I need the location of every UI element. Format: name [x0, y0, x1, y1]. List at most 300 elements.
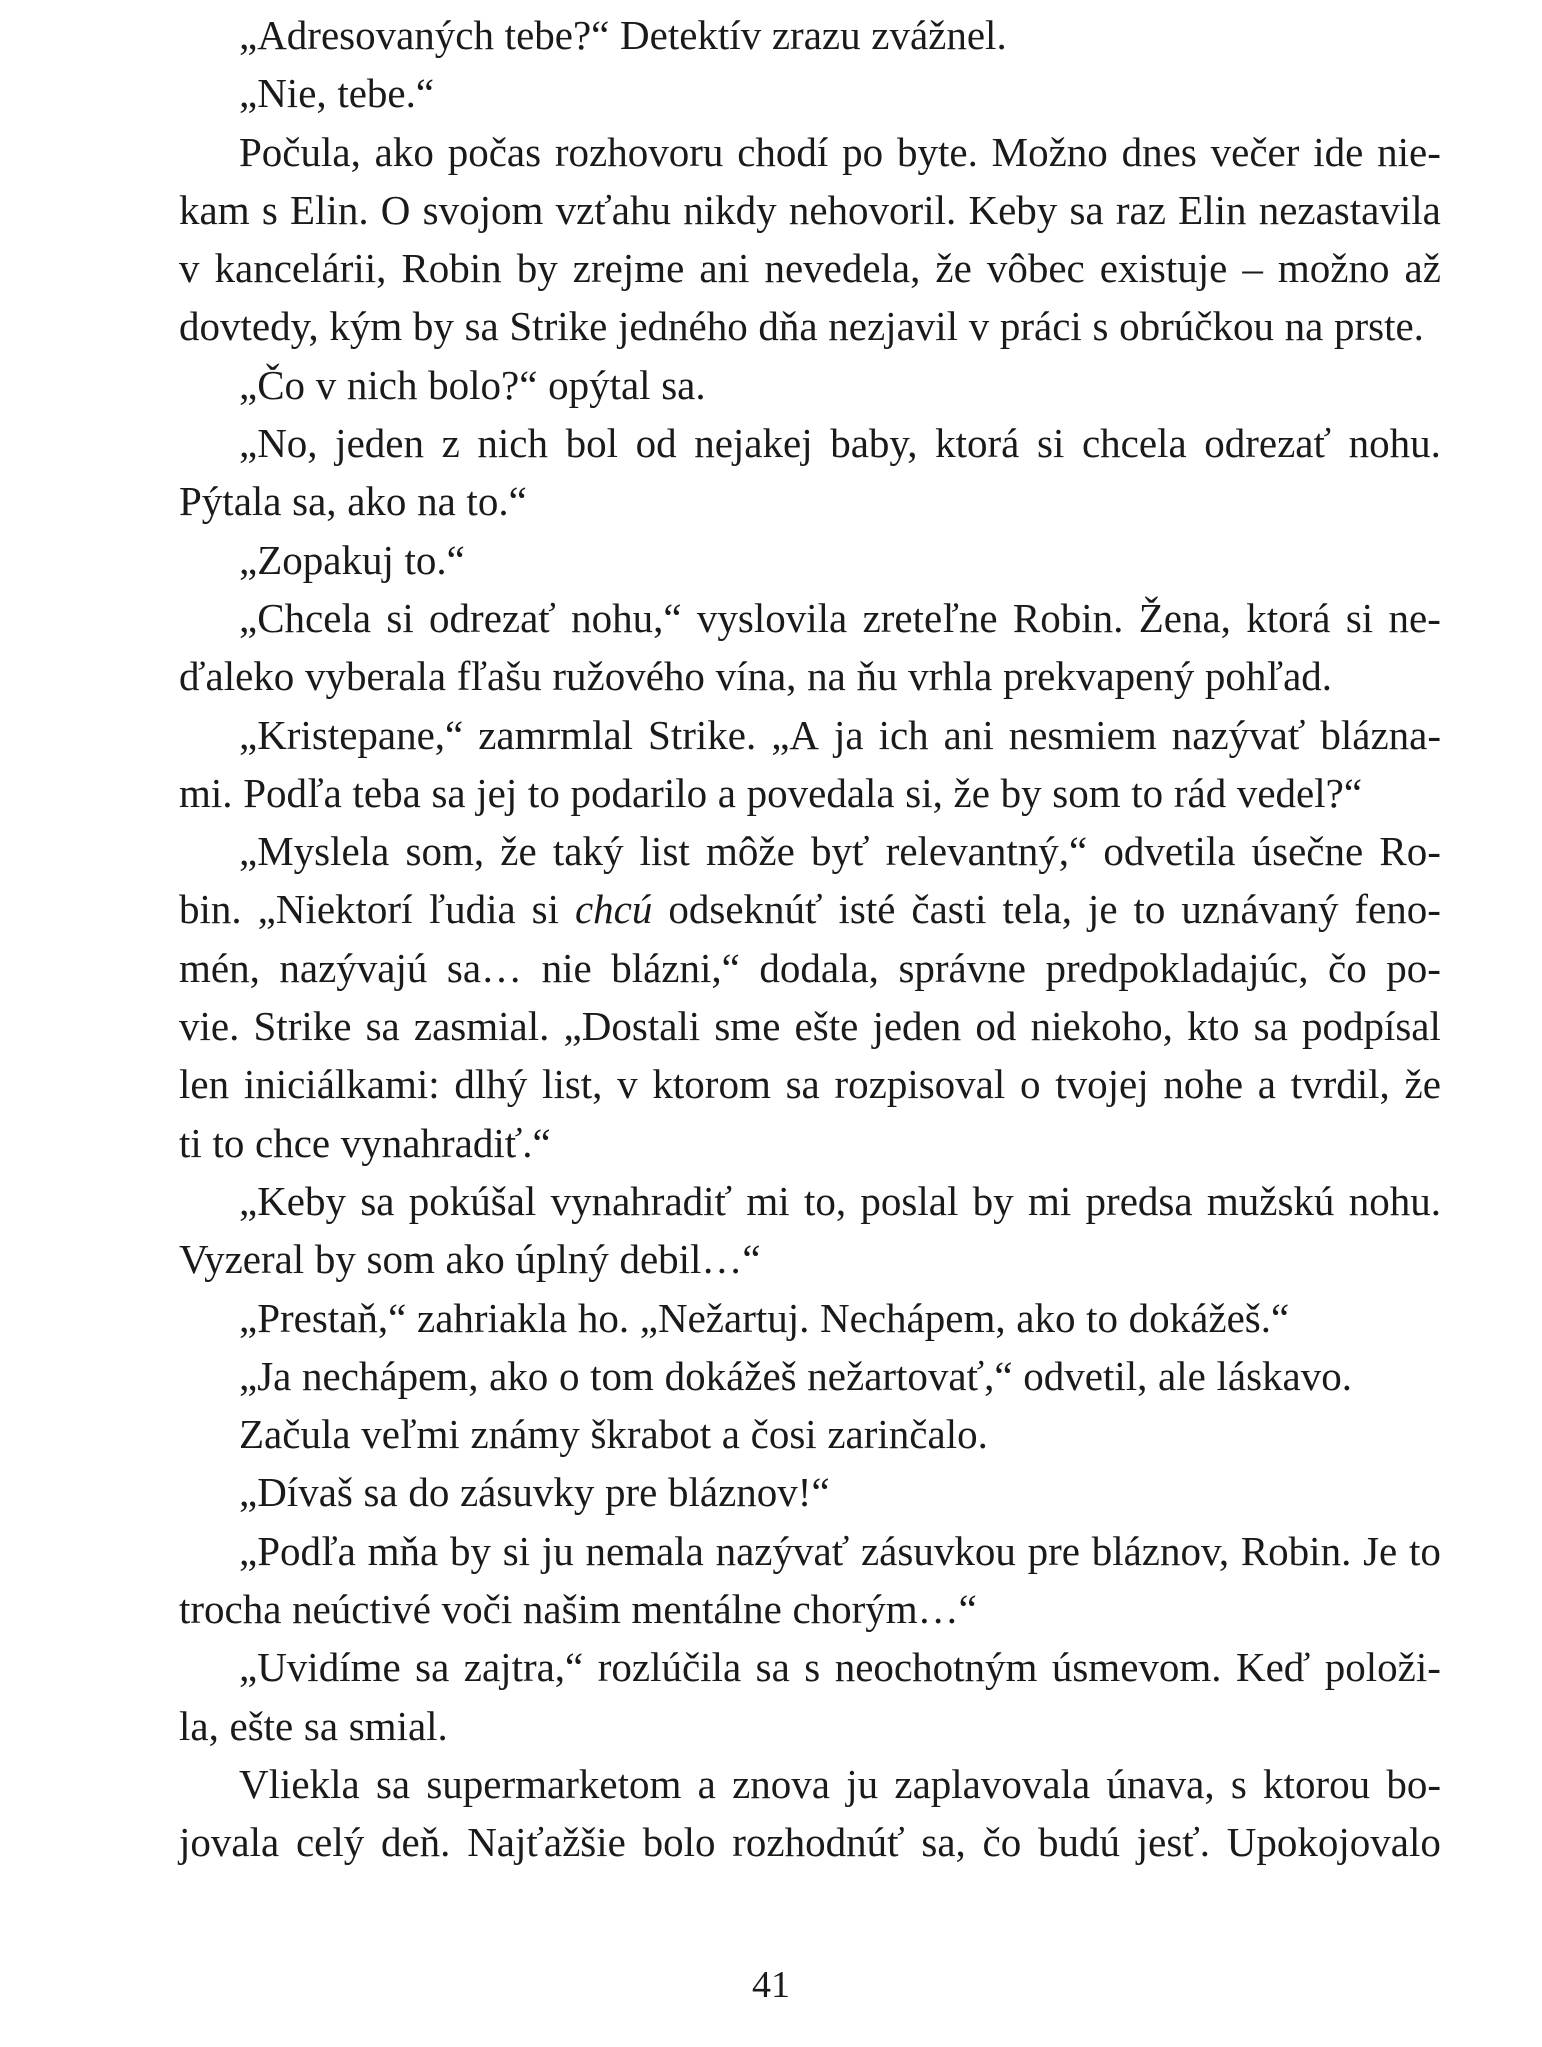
- word: len: [179, 1061, 230, 1108]
- word: prste.: [1333, 303, 1424, 350]
- word: ktorá: [935, 420, 1020, 467]
- text-line: [179, 1230, 1441, 1288]
- word: celý: [295, 1819, 365, 1866]
- word: Počula,: [239, 128, 361, 175]
- word: na: [417, 478, 456, 525]
- word: nohu,“: [571, 594, 682, 641]
- word: povedala: [746, 769, 895, 816]
- word: som: [1052, 769, 1121, 816]
- word: smial.: [348, 1702, 448, 1749]
- word: nazývajú: [279, 944, 428, 991]
- word: nazývať: [715, 1527, 850, 1574]
- text-line: [179, 1697, 1441, 1755]
- word: Strike: [509, 303, 608, 350]
- word: zaplavovala: [894, 1760, 1091, 1807]
- word: rád: [1173, 769, 1227, 816]
- word: sa: [365, 1003, 400, 1050]
- word: by: [412, 303, 454, 350]
- word: že: [953, 769, 990, 816]
- word: a: [717, 769, 736, 816]
- word: zamrmlal: [478, 711, 634, 758]
- word: láskavo.: [1216, 1352, 1352, 1399]
- word: ju: [846, 1760, 879, 1807]
- word: kým: [329, 303, 403, 350]
- word: Pýtala: [179, 478, 282, 525]
- word: „Keby: [239, 1177, 347, 1224]
- word: sa: [360, 1177, 395, 1224]
- word: „Myslela: [239, 828, 390, 875]
- word: pre: [605, 1469, 658, 1516]
- word: to: [1133, 886, 1166, 933]
- word: to: [1086, 1294, 1119, 1341]
- word: zahriakla: [417, 1294, 568, 1341]
- word: Ro-: [1379, 828, 1441, 875]
- word: ide: [1313, 128, 1364, 175]
- word: dnes: [1121, 128, 1197, 175]
- word: rozhodnúť: [732, 1819, 905, 1866]
- paragraph: [179, 1289, 1441, 1347]
- word: rozhovoru: [554, 128, 724, 175]
- word: „No,: [239, 420, 318, 467]
- text-line: [179, 647, 1441, 705]
- word: bolo: [642, 1819, 716, 1866]
- text-line: [179, 181, 1441, 239]
- word: prekvapený: [1003, 653, 1195, 700]
- word: s: [804, 1644, 821, 1691]
- word: ju: [541, 1527, 574, 1574]
- word: ako: [489, 1352, 549, 1399]
- word: nehovoril.: [788, 186, 957, 233]
- word: zrejme: [572, 245, 685, 292]
- word: nie: [541, 944, 592, 991]
- word: nejakej: [694, 420, 813, 467]
- word: po-: [1386, 944, 1441, 991]
- word: vrhla: [908, 653, 993, 700]
- word: po: [842, 128, 884, 175]
- text-line: [179, 1580, 1441, 1638]
- word: uznávaný: [1181, 886, 1339, 933]
- word: nie-: [1377, 128, 1441, 175]
- word: jovala: [179, 1819, 280, 1866]
- text-line: [179, 939, 1441, 997]
- word: rozpisoval: [834, 1061, 1006, 1108]
- word: mňa: [367, 1527, 439, 1574]
- word: sa: [785, 1061, 820, 1108]
- word: ktorou: [1263, 1760, 1371, 1807]
- word: zajtra,“: [463, 1644, 584, 1691]
- word: sa…: [446, 944, 523, 991]
- word: Vliekla: [239, 1760, 360, 1807]
- word: mentálne: [631, 1586, 782, 1633]
- word: chcú: [574, 886, 653, 933]
- paragraph: [179, 6, 1441, 64]
- text-line: [179, 123, 1441, 181]
- word: o: [1020, 1061, 1041, 1108]
- word: vôbec: [986, 245, 1085, 292]
- word: Elin: [1178, 186, 1247, 233]
- word: byte.: [896, 128, 978, 175]
- word: mén,: [179, 944, 260, 991]
- word: odrezať: [429, 594, 556, 641]
- word: položi-: [1324, 1644, 1441, 1691]
- text-line: [179, 1755, 1441, 1813]
- word: rozlúčila: [597, 1644, 742, 1691]
- word: nevedela,: [764, 245, 921, 292]
- text-line: [179, 1638, 1441, 1696]
- text-line: [179, 589, 1441, 647]
- word: sa.: [661, 361, 706, 408]
- word: znova: [732, 1760, 830, 1807]
- word: čo: [1328, 944, 1367, 991]
- word: pre: [1027, 1527, 1080, 1574]
- word: blázni,“: [611, 944, 740, 991]
- word: supermarketom: [426, 1760, 682, 1807]
- paragraph: [179, 64, 1441, 122]
- word: existuje: [1099, 245, 1228, 292]
- word: nich: [477, 420, 548, 467]
- word: „Čo: [239, 361, 306, 408]
- word: a: [721, 1411, 740, 1458]
- word: mi: [746, 1177, 790, 1224]
- paragraph: [179, 589, 1441, 706]
- text-line: [179, 297, 1441, 355]
- word: na: [807, 653, 846, 700]
- word: „Nie,: [239, 70, 327, 117]
- word: O: [380, 186, 411, 233]
- text-line: [179, 239, 1441, 297]
- text-line: [179, 1347, 1441, 1405]
- word: nezastavila: [1258, 186, 1441, 233]
- word: by: [314, 1236, 356, 1283]
- word: „Adresovaných: [239, 12, 495, 58]
- word: jeden: [335, 420, 424, 467]
- word: s: [261, 186, 278, 233]
- word: byť: [810, 828, 870, 875]
- word: niekoho,: [1030, 1003, 1173, 1050]
- word: do: [408, 1469, 450, 1516]
- word: sa: [755, 1644, 790, 1691]
- word: mi: [1027, 1177, 1072, 1224]
- word: Elin.: [290, 186, 369, 233]
- word: –: [1242, 245, 1263, 292]
- word: ružového: [552, 653, 705, 700]
- word: iniciálkami:: [243, 1061, 440, 1108]
- word: si: [531, 886, 560, 933]
- word: vedel?“: [1236, 769, 1363, 816]
- word: poslal: [860, 1177, 959, 1224]
- word: debil…“: [619, 1236, 761, 1283]
- word: chodí: [737, 128, 829, 175]
- word: sa,: [921, 1819, 966, 1866]
- word: si: [502, 1527, 531, 1574]
- word: v: [968, 303, 990, 350]
- word: nazývať: [1171, 711, 1306, 758]
- word: dňa: [758, 303, 818, 350]
- word: odrezať: [1204, 420, 1332, 467]
- word: neúctivé: [292, 1586, 431, 1633]
- word: zreteľne: [862, 594, 998, 641]
- word: na: [1284, 303, 1324, 350]
- word: že: [500, 828, 537, 875]
- word: som: [366, 1236, 435, 1283]
- word: nesmiem: [1008, 711, 1157, 758]
- paragraph: [179, 1522, 1441, 1639]
- word: vyberala: [304, 653, 447, 700]
- word: jej: [476, 769, 518, 816]
- word: ešte: [229, 1702, 294, 1749]
- word: večer: [1210, 128, 1300, 175]
- word: to,: [803, 1177, 847, 1224]
- word: Najťažšie: [467, 1819, 626, 1866]
- word: ľudia: [428, 886, 516, 933]
- word: zarinčalo.: [827, 1411, 988, 1458]
- word: „Chcela: [239, 594, 372, 641]
- word: čosi: [750, 1411, 817, 1458]
- word: to: [212, 1119, 245, 1166]
- word: škrabot: [590, 1411, 712, 1458]
- paragraph: [179, 356, 1441, 414]
- word: dodala,: [759, 944, 879, 991]
- word: Keby: [968, 186, 1058, 233]
- word: dovtedy,: [179, 303, 319, 350]
- word: Možno: [991, 128, 1108, 175]
- body-text: [179, 6, 1441, 1872]
- word: zvážnel.: [871, 12, 1007, 58]
- paragraph: [179, 414, 1441, 531]
- word: „Uvidíme: [239, 1644, 401, 1691]
- text-line: [179, 1405, 1441, 1463]
- word: to: [1131, 769, 1164, 816]
- word: si: [1345, 594, 1374, 641]
- word: by: [972, 1177, 1014, 1224]
- word: sa: [1253, 1003, 1288, 1050]
- word: kam: [179, 186, 250, 233]
- word: o: [558, 1352, 580, 1399]
- word: odseknúť: [668, 886, 823, 933]
- word: správne: [898, 944, 1026, 991]
- word: úplný: [515, 1236, 609, 1283]
- text-line: [179, 1522, 1441, 1580]
- word: bláznov,: [1091, 1527, 1230, 1574]
- word: podpísal: [1301, 1003, 1441, 1050]
- word: sa: [363, 1469, 398, 1516]
- word: ňu: [856, 653, 898, 700]
- word: nemala: [585, 1527, 704, 1574]
- word: kancelárii,: [214, 245, 387, 292]
- word: nohu.: [1348, 1177, 1441, 1224]
- word: únava,: [1106, 1760, 1215, 1807]
- word: feno-: [1354, 886, 1441, 933]
- word: od: [975, 1003, 1017, 1050]
- word: v: [315, 361, 337, 408]
- text-line: [179, 1289, 1441, 1347]
- paragraph: [179, 123, 1441, 356]
- text-line: [179, 880, 1441, 938]
- word: zrazu: [771, 12, 861, 58]
- word: tebe?“: [504, 12, 610, 58]
- word: jesť.: [1136, 1819, 1211, 1866]
- word: možno: [1277, 245, 1390, 292]
- word: ako: [347, 478, 407, 525]
- word: nohe: [1163, 1061, 1244, 1108]
- word: ani: [699, 245, 750, 292]
- word: pokúšal: [408, 1177, 537, 1224]
- text-line: [179, 1055, 1441, 1113]
- text-line: [179, 472, 1441, 530]
- word: to.“: [466, 478, 527, 525]
- word: zásuvky: [459, 1469, 595, 1516]
- word: „Nežartuj.: [639, 1294, 810, 1341]
- word: kto: [1187, 1003, 1240, 1050]
- word: voči: [441, 1586, 513, 1633]
- word: ich: [878, 711, 929, 758]
- word: baby,: [830, 420, 918, 467]
- word: odvetila: [1103, 828, 1236, 875]
- word: zásuvkou: [860, 1527, 1016, 1574]
- word: odvetil,: [1023, 1352, 1148, 1399]
- word: nich: [346, 361, 418, 408]
- word: dokážeš.“: [1128, 1294, 1290, 1341]
- paragraph: [179, 1638, 1441, 1755]
- word: vie.: [179, 1003, 240, 1050]
- paragraph: [179, 706, 1441, 823]
- word: že: [935, 245, 972, 292]
- word: „Podľa: [239, 1527, 356, 1574]
- word: Podľa: [243, 769, 342, 816]
- word: „Zopakuj: [239, 536, 394, 583]
- word: nechápem,: [302, 1352, 479, 1399]
- word: by: [1000, 769, 1042, 816]
- word: by: [516, 245, 558, 292]
- word: budú: [1037, 1819, 1120, 1866]
- word: tom: [590, 1352, 654, 1399]
- word: úsmevom.: [1051, 1644, 1222, 1691]
- word: s: [1230, 1760, 1247, 1807]
- word: by: [449, 1527, 491, 1574]
- word: la,: [179, 1702, 219, 1749]
- text-line: [179, 822, 1441, 880]
- text-line: [179, 356, 1441, 414]
- word: je: [1087, 886, 1118, 933]
- word: Keď: [1236, 1644, 1311, 1691]
- word: práci: [999, 303, 1082, 350]
- word: sa: [464, 303, 499, 350]
- word: ne-: [1388, 594, 1441, 641]
- word: s: [1092, 303, 1109, 350]
- text-line: [179, 1463, 1441, 1521]
- word: ktorom: [652, 1061, 771, 1108]
- text-line: [179, 6, 1441, 64]
- word: si: [1036, 420, 1065, 467]
- word: raz: [1115, 186, 1166, 233]
- word: a: [697, 1760, 716, 1807]
- word: „Niektorí: [257, 886, 413, 933]
- word: sa,: [292, 478, 337, 525]
- text-line: [179, 64, 1441, 122]
- word: Robin.: [1012, 594, 1124, 641]
- word: z: [441, 420, 460, 467]
- text-line: [179, 764, 1441, 822]
- word: list: [639, 828, 690, 875]
- word: ti: [179, 1119, 202, 1166]
- paragraph: [179, 822, 1441, 1172]
- word: „Ja: [239, 1352, 292, 1399]
- word: ešte: [794, 1003, 859, 1050]
- word: vynahradiť.“: [340, 1119, 551, 1166]
- word: predsa: [1085, 1177, 1193, 1224]
- word: ako: [1016, 1294, 1076, 1341]
- word: Žena,: [1138, 594, 1231, 641]
- word: že: [1404, 1061, 1441, 1108]
- word: našim: [522, 1586, 621, 1633]
- word: mužskú: [1206, 1177, 1335, 1224]
- paragraph: [179, 1347, 1441, 1405]
- word: ako: [445, 1236, 505, 1283]
- word: sme: [714, 1003, 781, 1050]
- paragraph: [179, 531, 1441, 589]
- word: vynahradiť: [550, 1177, 733, 1224]
- word: tvojej: [1055, 1061, 1149, 1108]
- word: bol: [565, 420, 618, 467]
- word: si,: [905, 769, 943, 816]
- word: úsečne: [1251, 828, 1364, 875]
- word: ja: [834, 711, 864, 758]
- paragraph: [179, 1463, 1441, 1521]
- word: opýtal: [548, 361, 651, 408]
- paragraph: [179, 1405, 1441, 1463]
- text-line: [179, 531, 1441, 589]
- word: sa: [415, 1644, 450, 1691]
- word: tvrdil,: [1290, 1061, 1390, 1108]
- word: nezjavil: [828, 303, 959, 350]
- word: chcela: [1081, 420, 1187, 467]
- word: od: [635, 420, 677, 467]
- word: Začula: [239, 1411, 351, 1458]
- word: Je: [1363, 1527, 1398, 1574]
- word: „Prestaň,“: [239, 1294, 407, 1341]
- word: Strike: [253, 1003, 352, 1050]
- text-line: [179, 414, 1441, 472]
- word: nežartovať,“: [807, 1352, 1013, 1399]
- text-line: [179, 1813, 1441, 1871]
- word: deň.: [380, 1819, 451, 1866]
- word: relevantný,“: [885, 828, 1088, 875]
- word: vína,: [715, 653, 797, 700]
- word: tela,: [1002, 886, 1072, 933]
- word: „Dostali: [563, 1003, 701, 1050]
- word: ktorá: [1246, 594, 1331, 641]
- page-number: 41: [752, 1964, 790, 2006]
- word: ho.: [577, 1294, 630, 1341]
- word: taký: [552, 828, 624, 875]
- word: v: [617, 1061, 638, 1108]
- word: sa: [1069, 186, 1104, 233]
- word: ďaleko: [179, 653, 295, 700]
- word: „Kristepane,“: [239, 711, 464, 758]
- word: zasmial.: [413, 1003, 550, 1050]
- word: si: [386, 594, 414, 641]
- text-line: [179, 1172, 1441, 1230]
- word: nikdy: [683, 186, 777, 233]
- word: to: [527, 769, 560, 816]
- word: bo-: [1386, 1760, 1441, 1807]
- word: to.“: [404, 536, 465, 583]
- word: časti: [911, 886, 987, 933]
- word: svojom: [422, 186, 544, 233]
- word: Upokojovalo: [1226, 1819, 1441, 1866]
- word: predpokladajúc,: [1045, 944, 1309, 991]
- word: list,: [542, 1061, 603, 1108]
